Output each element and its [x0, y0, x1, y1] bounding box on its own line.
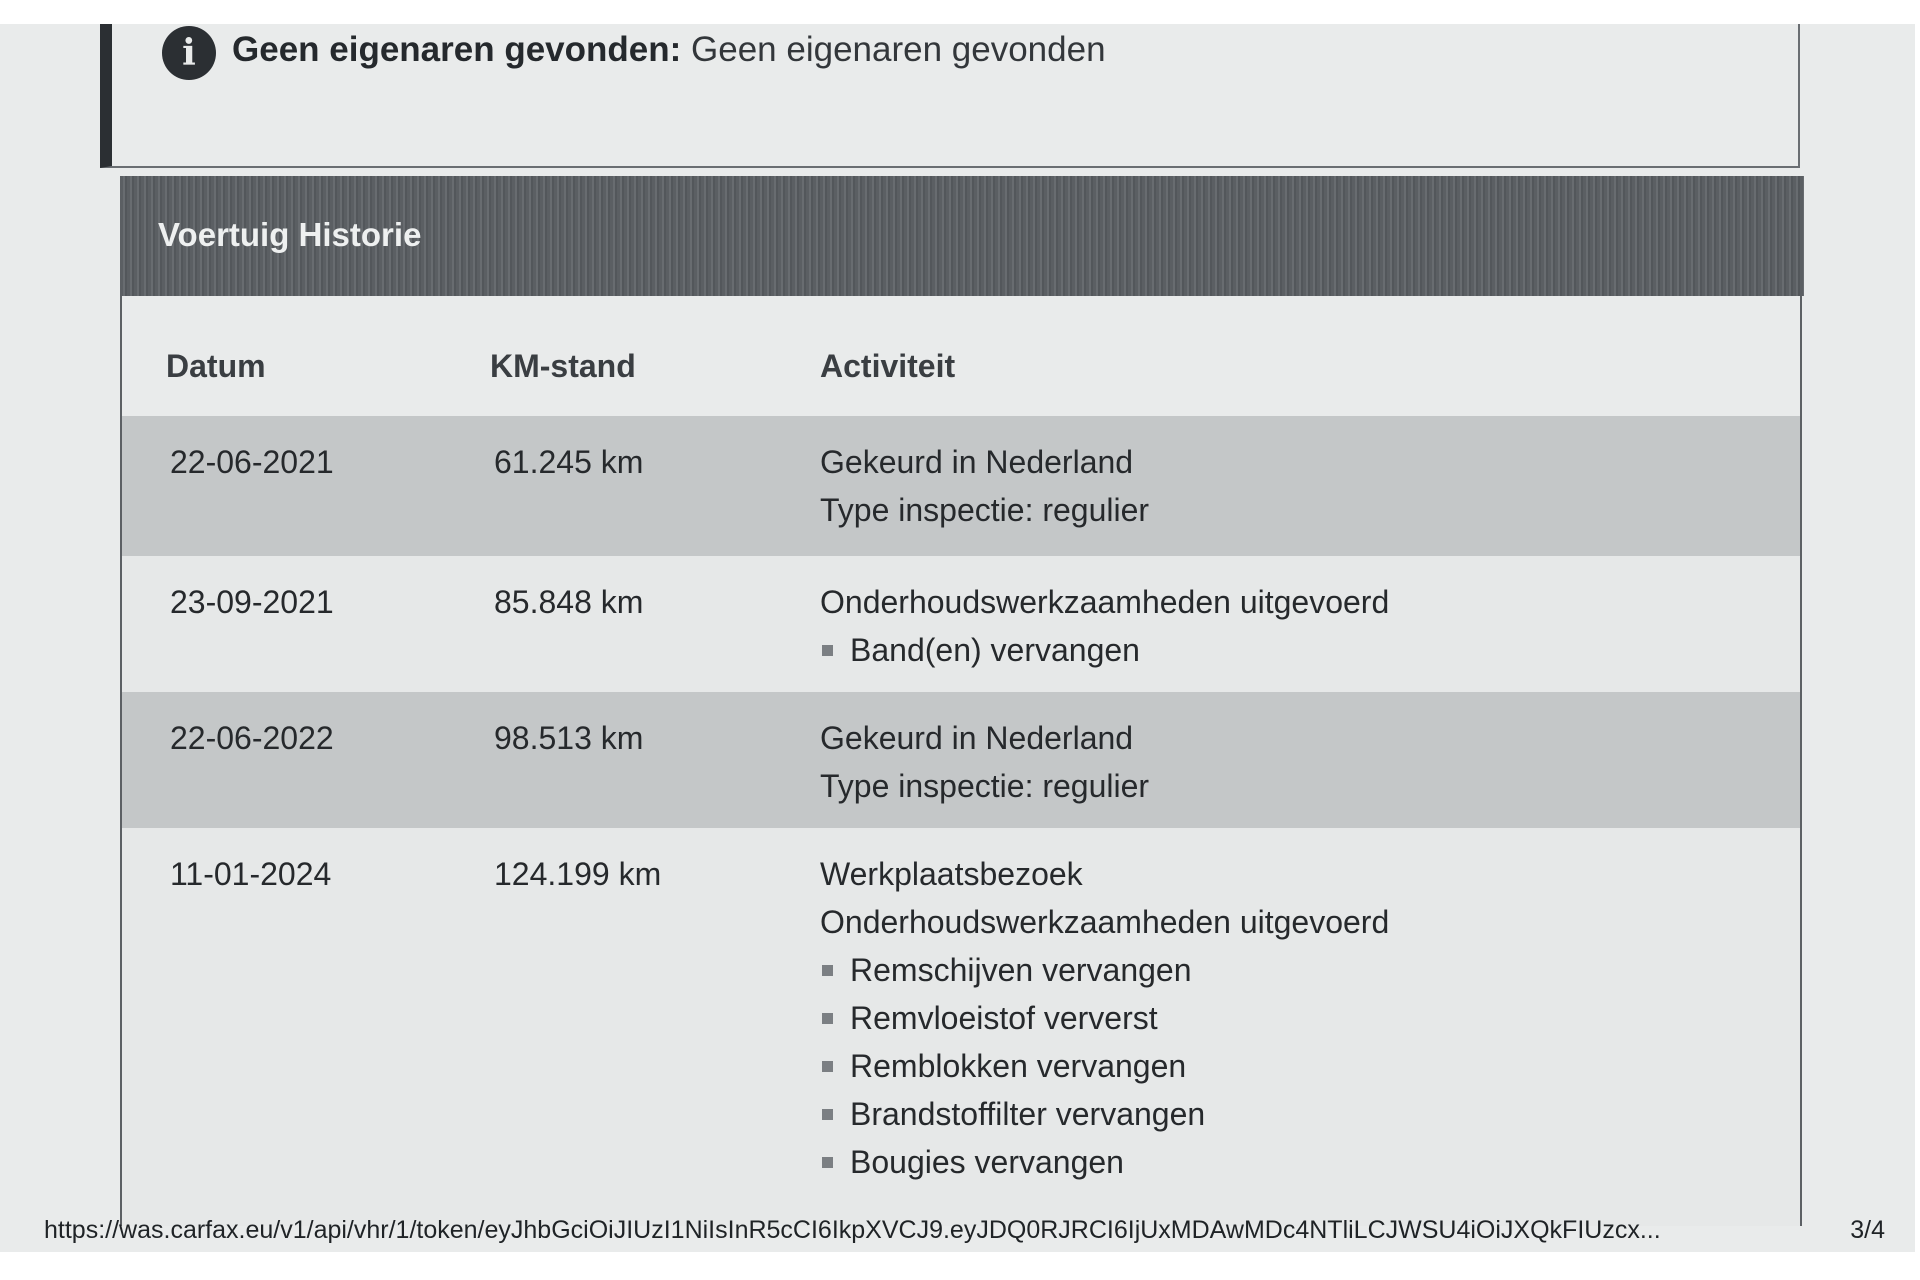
column-header-activity: Activiteit — [820, 348, 956, 384]
activity-line: Type inspectie: regulier — [820, 768, 1150, 804]
activity-line: Gekeurd in Nederland — [820, 720, 1134, 756]
activity-line: Onderhoudswerkzaamheden uitgevoerd — [820, 904, 1390, 940]
row-date: 23-09-2021 — [170, 584, 334, 620]
bullet-square-icon — [822, 1061, 833, 1072]
activity-line: Gekeurd in Nederland — [820, 444, 1134, 480]
row-activity — [820, 438, 1149, 534]
activity-line: Type inspectie: regulier — [820, 492, 1150, 528]
activity-line: Werkplaatsbezoek — [820, 856, 1083, 892]
info-icon: i — [162, 26, 216, 80]
bullet-text: Bougies vervangen — [850, 1144, 1124, 1180]
bullet-text: Remvloeistof ververst — [850, 1000, 1158, 1036]
notice-value: Geen eigenaren gevonden — [691, 30, 1106, 69]
row-km: 85.848 km — [494, 584, 644, 620]
table-row — [122, 692, 1800, 828]
activity-bullet — [820, 994, 1389, 1042]
notice-label: Geen eigenaren gevonden: — [232, 30, 682, 69]
row-activity — [820, 578, 1389, 674]
table-row — [122, 416, 1800, 556]
row-date: 22-06-2021 — [170, 444, 334, 480]
bullet-square-icon — [822, 645, 833, 656]
card-title: Voertuig Historie — [158, 216, 422, 253]
bullet-square-icon — [822, 1157, 833, 1168]
row-km: 124.199 km — [494, 856, 662, 892]
row-date: 22-06-2022 — [170, 720, 334, 756]
bullet-square-icon — [822, 1013, 833, 1024]
column-header-km: KM-stand — [490, 348, 636, 384]
activity-bullet — [820, 1138, 1389, 1186]
page-number: 3/4 — [1850, 1216, 1885, 1244]
vehicle-history-card — [120, 176, 1802, 1226]
owners-notice — [100, 24, 1800, 168]
notice-text — [232, 30, 1106, 70]
card-header — [120, 176, 1804, 296]
activity-bullet — [820, 1042, 1389, 1090]
row-km: 61.245 km — [494, 444, 644, 480]
bullet-text: Band(en) vervangen — [850, 632, 1140, 668]
table-row — [122, 828, 1800, 1226]
activity-bullet — [820, 1090, 1389, 1138]
activity-bullet — [820, 946, 1389, 994]
table-row — [122, 556, 1800, 692]
bullet-text: Remblokken vervangen — [850, 1048, 1187, 1084]
bullet-text: Remschijven vervangen — [850, 952, 1192, 988]
activity-bullet — [820, 626, 1389, 674]
bullet-square-icon — [822, 1109, 833, 1120]
bullet-square-icon — [822, 965, 833, 976]
document-page — [0, 24, 1915, 1252]
row-km: 98.513 km — [494, 720, 644, 756]
column-header-date: Datum — [166, 348, 266, 384]
bullet-text: Brandstoffilter vervangen — [850, 1096, 1206, 1132]
footer-url: https://was.carfax.eu/v1/api/vhr/1/token/eyJhbGciOiJIUzI1NiIsInR5cCI6IkpXVCJ9.eyJDQ0RJRCI6IjUxMDAwMDc4NTliLCJWSU4iOiJXQkFIUzcx... — [44, 1216, 1661, 1244]
row-activity — [820, 850, 1389, 1186]
row-date: 11-01-2024 — [170, 856, 332, 892]
row-activity — [820, 714, 1149, 810]
activity-line: Onderhoudswerkzaamheden uitgevoerd — [820, 584, 1390, 620]
